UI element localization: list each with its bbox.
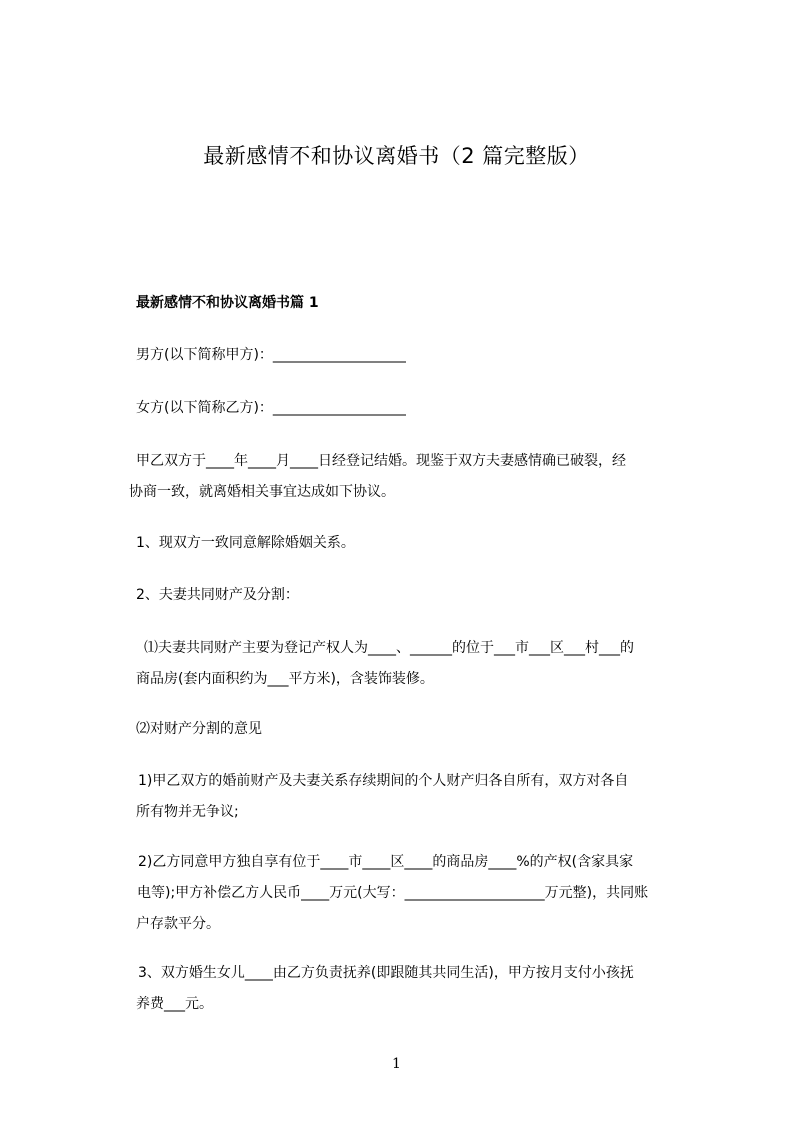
clause-3-paragraph xyxy=(136,958,716,1020)
document-title: 最新感情不和协议离婚书（2 篇完整版） xyxy=(203,144,590,168)
clause-2-1-line-2: 商品房(套内面积约为___平方米)，含装饰装修。 xyxy=(136,671,434,687)
item-1-paragraph xyxy=(136,766,716,828)
section-heading: 最新感情不和协议离婚书篇 1 xyxy=(136,295,319,311)
item-2-line-2: 电等);甲方补偿乙方人民币____万元(大写：____________________万元整)，共同账 xyxy=(137,885,649,901)
item-2-paragraph xyxy=(136,847,716,940)
clause-1: 1、现双方一致同意解除婚姻关系。 xyxy=(136,535,355,551)
item-2-line-1: 2)乙方同意甲方独自享有位于____市____区____的商品房____%的产权(含家具家 xyxy=(138,854,634,870)
clause-2: 2、夫妻共同财产及分割： xyxy=(136,587,299,603)
page-number: 1 xyxy=(392,1056,401,1072)
item-1-line-1: 1)甲乙双方的婚前财产及夫妻关系存续期间的个人财产归各自所有，双方对各自 xyxy=(138,773,629,789)
item-2-line-3: 户存款平分。 xyxy=(136,916,220,932)
female-party-line: 女方(以下简称乙方)：___________________ xyxy=(136,400,406,416)
clause-2-2: ⑵对财产分割的意见 xyxy=(136,721,262,737)
clause-2-1-line-1: ⑴夫妻共同财产主要为登记产权人为____、______的位于___市___区___村___的 xyxy=(144,640,634,656)
clause-3-line-2: 养费___元。 xyxy=(136,996,213,1012)
clause-3-line-1: 3、双方婚生女儿____由乙方负责抚养(即跟随其共同生活)，甲方按月支付小孩抚 xyxy=(138,965,634,981)
male-party-line: 男方(以下简称甲方)：___________________ xyxy=(136,347,406,363)
intro-line-2: 协商一致，就离婚相关事宜达成如下协议。 xyxy=(129,484,395,500)
clause-2-1-paragraph xyxy=(136,633,716,695)
intro-paragraph xyxy=(129,446,716,508)
item-1-line-2: 所有物并无争议; xyxy=(136,804,239,820)
intro-line-1: 甲乙双方于____年____月____日经登记结婚。现鉴于双方夫妻感情确已破裂，经 xyxy=(136,453,626,469)
